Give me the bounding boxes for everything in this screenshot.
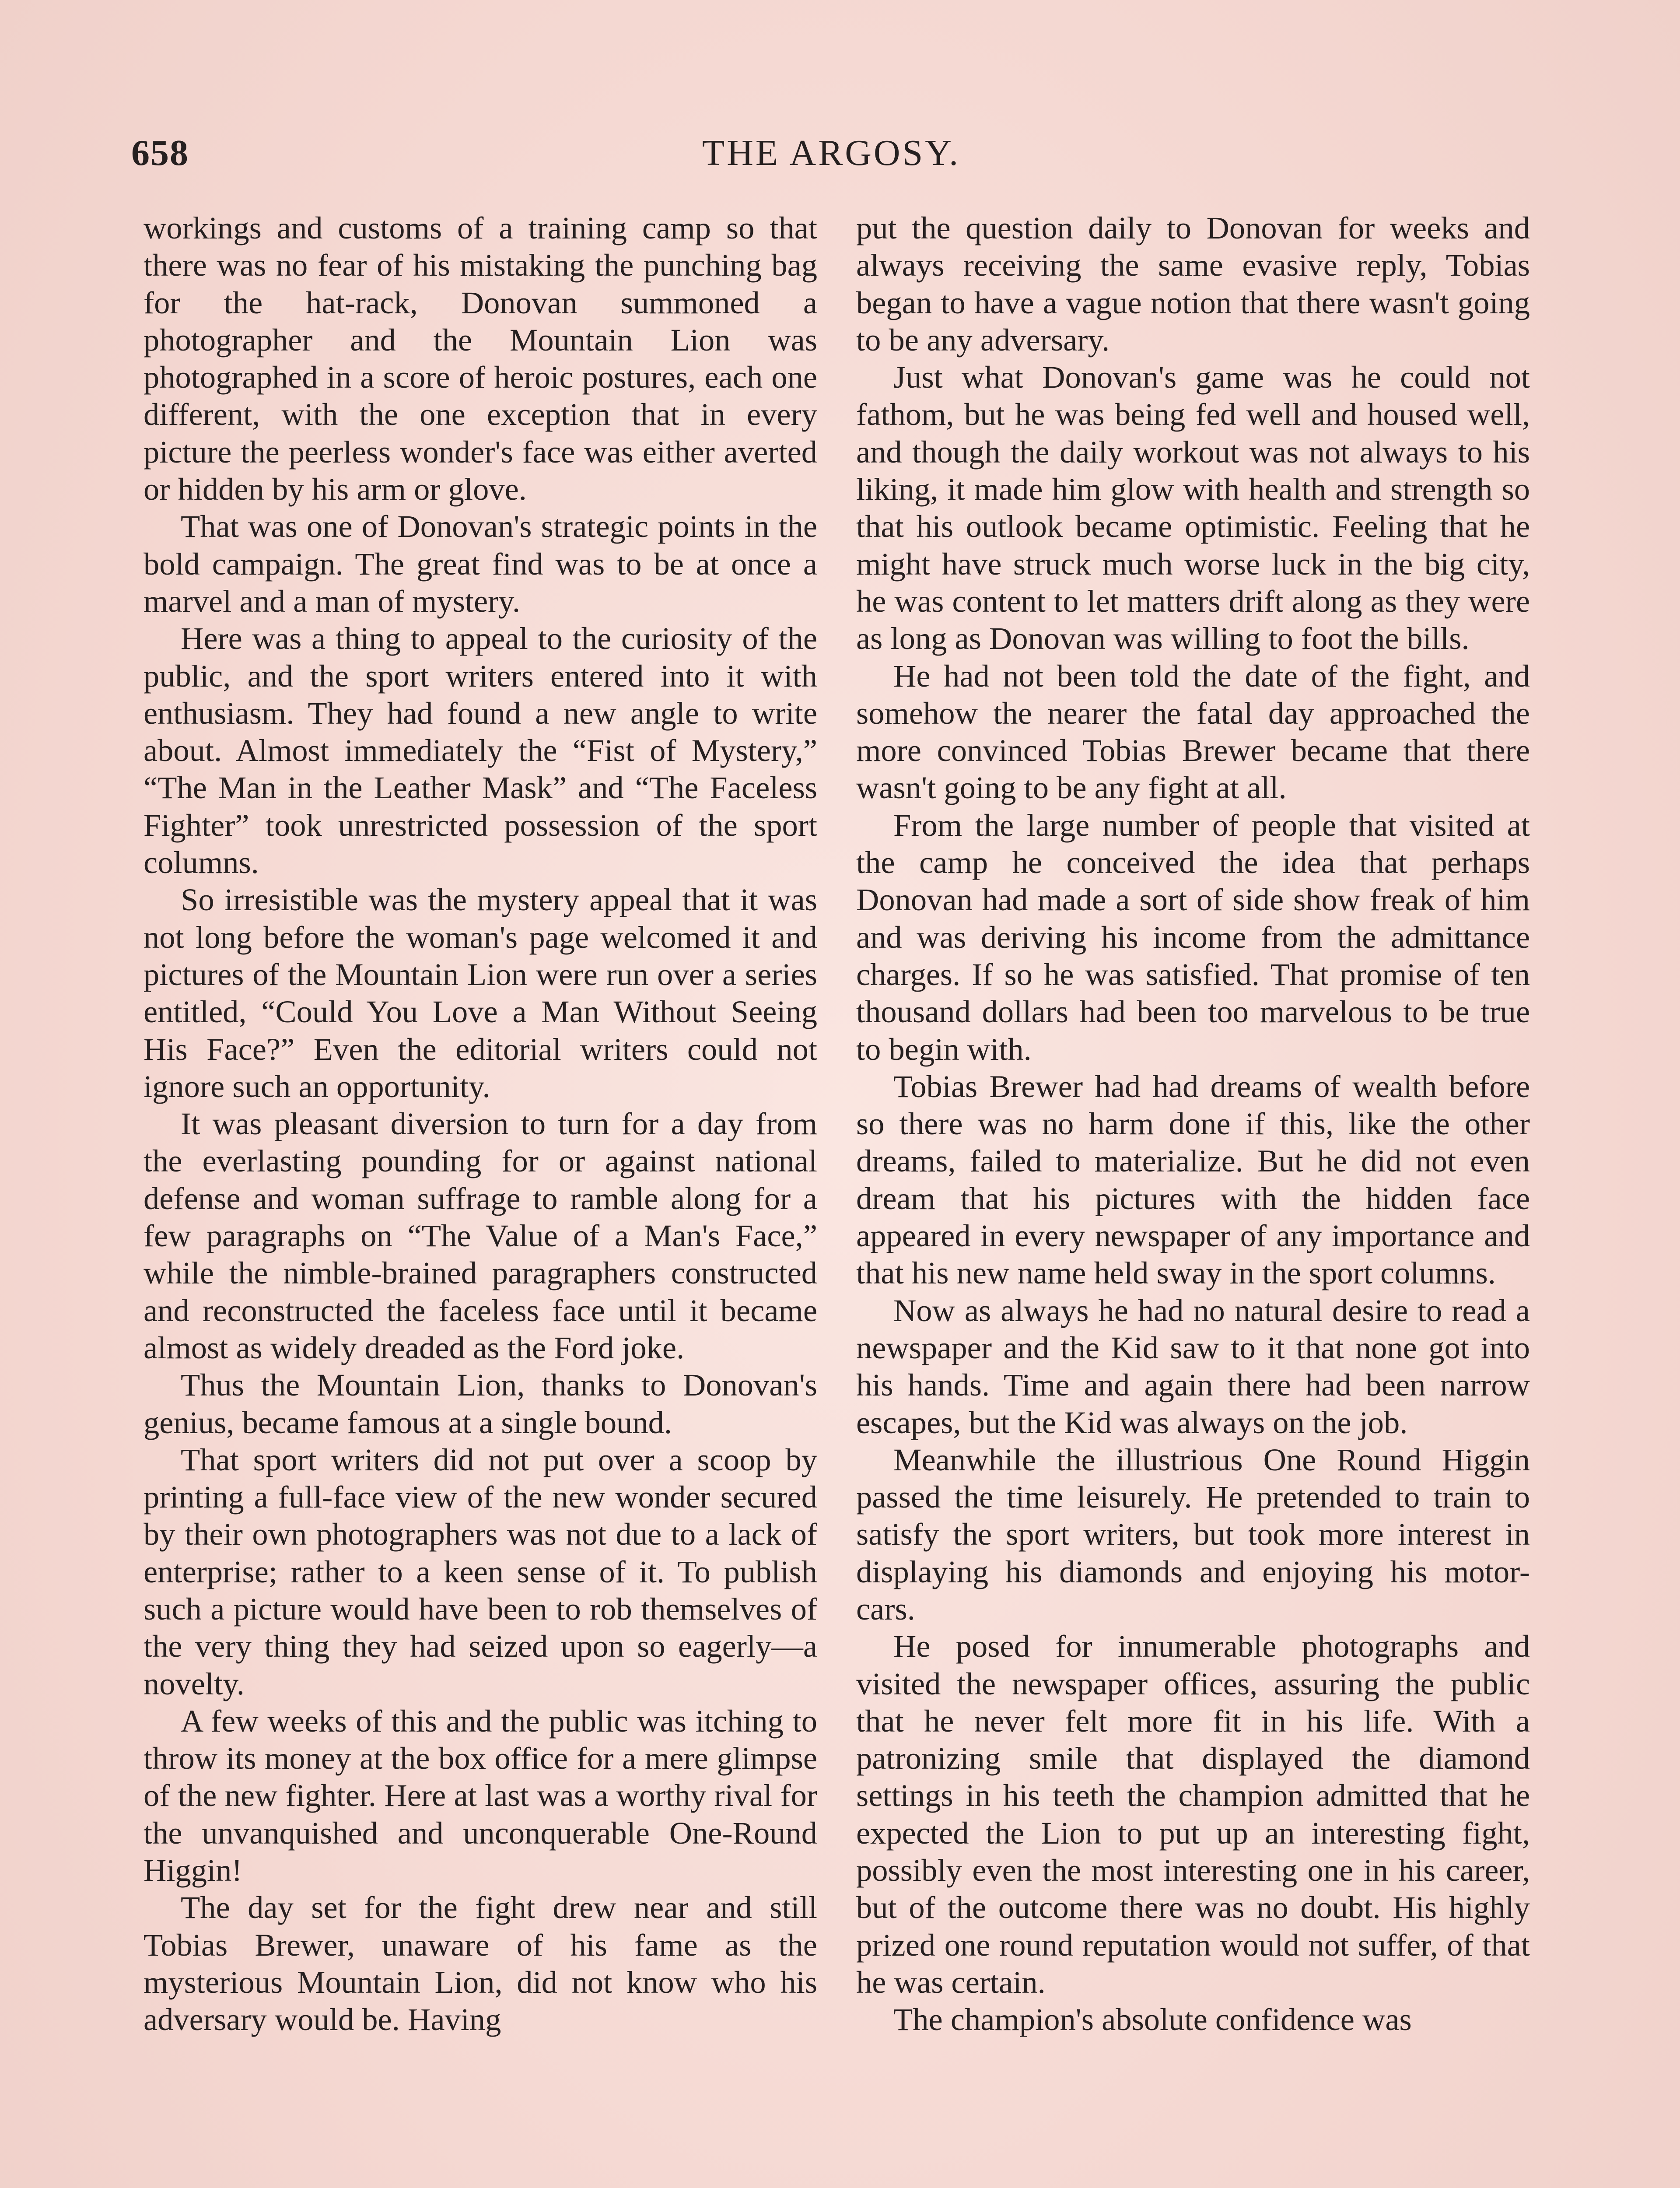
paragraph: Thus the Mountain Lion, thanks to Donovan's genius, became famous at a single bound. bbox=[144, 1367, 817, 1440]
paragraph: Here was a thing to appeal to the curiosity of the public, and the sport writers entered into it with enthusiasm. They had found a new angle to write about. Almost immediately the “Fist of Mystery,” “The Man in the Leather Mask” and “The Faceless Fighter” took unrestricted possession of the sport columns. bbox=[144, 621, 817, 880]
paragraph: put the question daily to Donovan for weeks and always receiving the same evasive reply, Tobias began to have a vague notion that there wasn't going to be any adversary. bbox=[856, 210, 1530, 358]
paragraph: He had not been told the date of the fight, and somehow the nearer the fatal day approached the more convinced Tobias Brewer became that there wasn't going to be any fight at all. bbox=[856, 658, 1530, 806]
paragraph: That was one of Donovan's strategic points in the bold campaign. The great find was to be at once a marvel and a man of mystery. bbox=[144, 508, 817, 619]
left-column bbox=[144, 209, 817, 2038]
paragraph: From the large number of people that visited at the camp he conceived the idea that perhaps Donovan had made a sort of side show freak of him and was deriving his income from the admittance charges. If so he was satisfied. That promise of ten thousand dollars had been too marvelous to be true to begin with. bbox=[856, 807, 1530, 1067]
paragraph: Just what Donovan's game was he could not fathom, but he was being fed well and housed well, and though the daily workout was not always to his liking, it made him glow with health and strength so that his outlook became optimistic. Feeling that he might have struck much worse luck in the big city, he was content to let matters drift along as they were as long as Donovan was willing to foot the bills. bbox=[856, 359, 1530, 656]
paragraph: The champion's absolute confidence was bbox=[893, 2002, 1412, 2037]
paragraph: It was pleasant diversion to turn for a day from the everlasting pounding for or against national defense and woman suffrage to ramble along for a few paragraphs on “The Value of a Man's Face,” while the nimble-brained paragraphers constructed and reconstructed the faceless face until it became almost as widely dreaded as the Ford joke. bbox=[144, 1106, 817, 1365]
paragraph: So irresistible was the mystery appeal that it was not long before the woman's page welcomed it and pictures of the Mountain Lion were run over a series entitled, “Could You Love a Man Without Seeing His Face?” Even the editorial writers could not ignore such an opportunity. bbox=[144, 882, 817, 1104]
paragraph: Tobias Brewer had had dreams of wealth before so there was no harm done if this, like the other dreams, failed to materialize. But he did not even dream that his pictures with the hidden face appeared in every newspaper of any importance and that his new name held sway in the sport columns. bbox=[856, 1068, 1530, 1291]
paragraph: Now as always he had no natural desire to read a newspaper and the Kid saw to it that none got into his hands. Time and again there had been narrow escapes, but the Kid was always on the job. bbox=[856, 1292, 1530, 1440]
page-number: 658 bbox=[131, 133, 189, 173]
right-column bbox=[856, 209, 1530, 2038]
paragraph: The day set for the fight drew near and still Tobias Brewer, unaware of his fame as the mysterious Mountain Lion, did not know who his adversary would be. Having bbox=[144, 1890, 817, 2037]
running-head: THE ARGOSY. bbox=[702, 133, 961, 173]
paragraph: He posed for innumerable photographs and visited the newspaper offices, assuring the public that he never felt more fit in his life. With a patronizing smile that displayed the diamond settings in his teeth the champion admitted that he expected the Lion to put up an interesting fight, possibly even the most interesting one in his career, but of the outcome there was no doubt. His highly prized one round reputation would not suffer, of that he was certain. bbox=[856, 1628, 1530, 2000]
paragraph: A few weeks of this and the public was itching to throw its money at the box office for a mere glimpse of the new fighter. Here at last was a worthy rival for the unvanquished and unconquerable One-Round Higgin! bbox=[144, 1703, 817, 1888]
page-header bbox=[127, 127, 1536, 179]
paragraph: That sport writers did not put over a scoop by printing a full-face view of the new wonder secured by their own photographers was not due to a lack of enterprise; rather to a keen sense of it. To publish such a picture would have been to rob themselves of the very thing they had seized upon so eagerly—a novelty. bbox=[144, 1441, 817, 1701]
paragraph: Meanwhile the illustrious One Round Higgin passed the time leisurely. He pretended to train to satisfy the sport writers, but took more interest in displaying his diamonds and enjoying his motor-cars. bbox=[856, 1441, 1530, 1627]
paragraph: workings and customs of a training camp so that there was no fear of his mistaking the punching bag for the hat-rack, Donovan summoned a photographer and the Mountain Lion was photographed in a score of heroic postures, each one different, with the one exception that in every picture the peerless wonder's face was either averted or hidden by his arm or glove. bbox=[144, 210, 817, 507]
